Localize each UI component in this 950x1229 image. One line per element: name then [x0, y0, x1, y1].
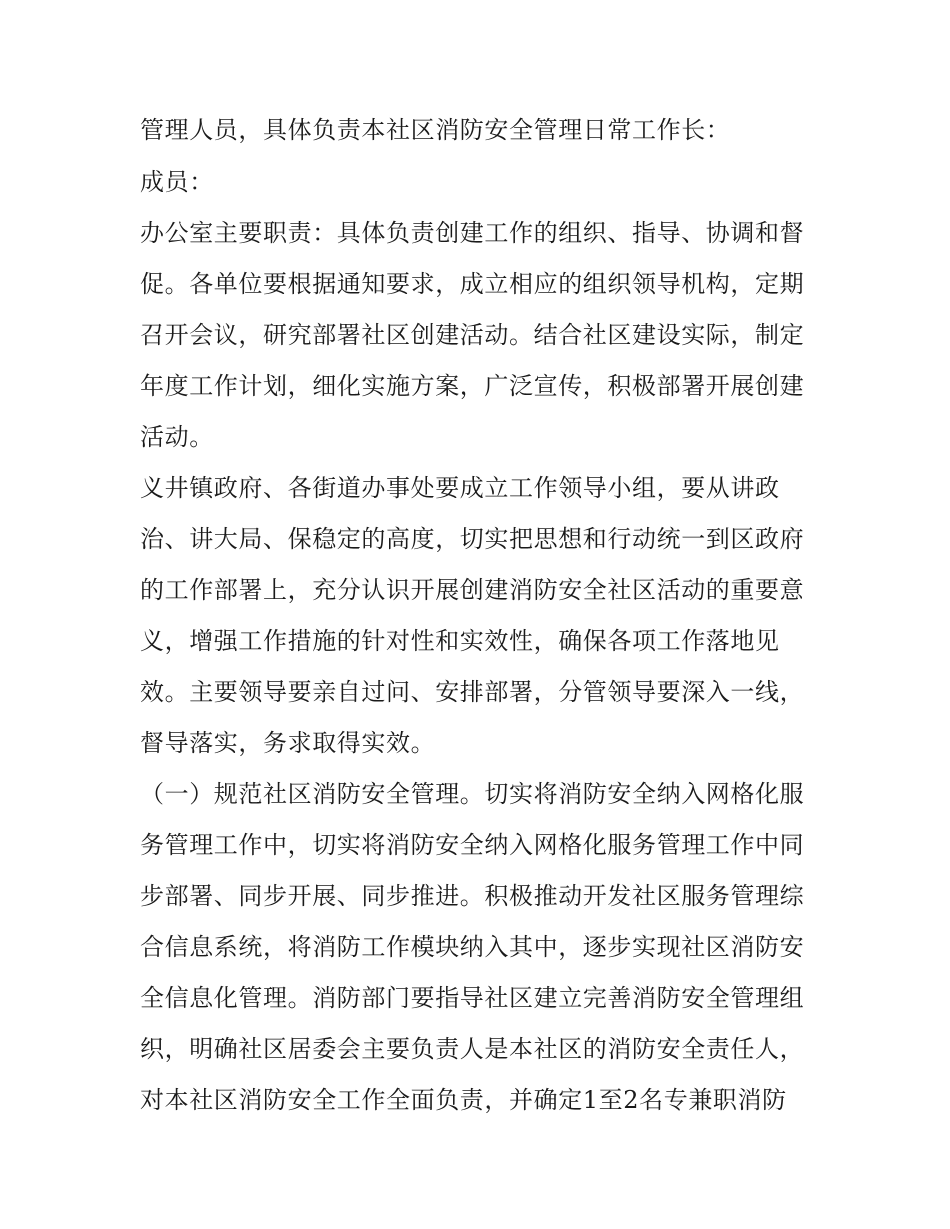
text-line: 义，增强工作措施的针对性和实效性，确保各项工作落地见 [140, 627, 780, 655]
text-line: 织，明确社区居委会主要负责人是本社区的消防安全责任人， [140, 1035, 805, 1063]
text-line: 促。各单位要根据通知要求，成立相应的组织领导机构，定期 [140, 270, 805, 298]
text-line: 义井镇政府、各街道办事处要成立工作领导小组，要从讲政 [140, 474, 780, 502]
text-line: 对本社区消防安全工作全面负责，并确定1至2名专兼职消防 [140, 1086, 787, 1114]
text-line: 治、讲大局、保稳定的高度，切实把思想和行动统一到区政府 [140, 525, 805, 553]
text-line: 成员： [140, 168, 214, 196]
text-line: 管理人员，具体负责本社区消防安全管理日常工作长： [140, 116, 731, 144]
text-line: 活动。 [140, 423, 214, 451]
text-line: 督导落实，务求取得实效。 [140, 729, 436, 757]
text-line: 召开会议，研究部署社区创建活动。结合社区建设实际，制定 [140, 321, 805, 349]
text-line: （一）规范社区消防安全管理。切实将消防安全纳入网格化服 [140, 780, 805, 808]
text-line: 效。主要领导要亲自过问、安排部署，分管领导要深入一线， [140, 678, 805, 706]
text-line: 务管理工作中，切实将消防安全纳入网格化服务管理工作中同 [140, 831, 805, 859]
text-line: 年度工作计划，细化实施方案，广泛宣传，积极部署开展创建 [140, 372, 805, 400]
text-line: 步部署、同步开展、同步推进。积极推动开发社区服务管理综 [140, 882, 805, 910]
text-line: 全信息化管理。消防部门要指导社区建立完善消防安全管理组 [140, 984, 805, 1012]
text-line: 的工作部署上，充分认识开展创建消防安全社区活动的重要意 [140, 576, 805, 604]
text-line: 合信息系统，将消防工作模块纳入其中，逐步实现社区消防安 [140, 933, 805, 961]
text-line: 办公室主要职责：具体负责创建工作的组织、指导、协调和督 [140, 219, 805, 247]
